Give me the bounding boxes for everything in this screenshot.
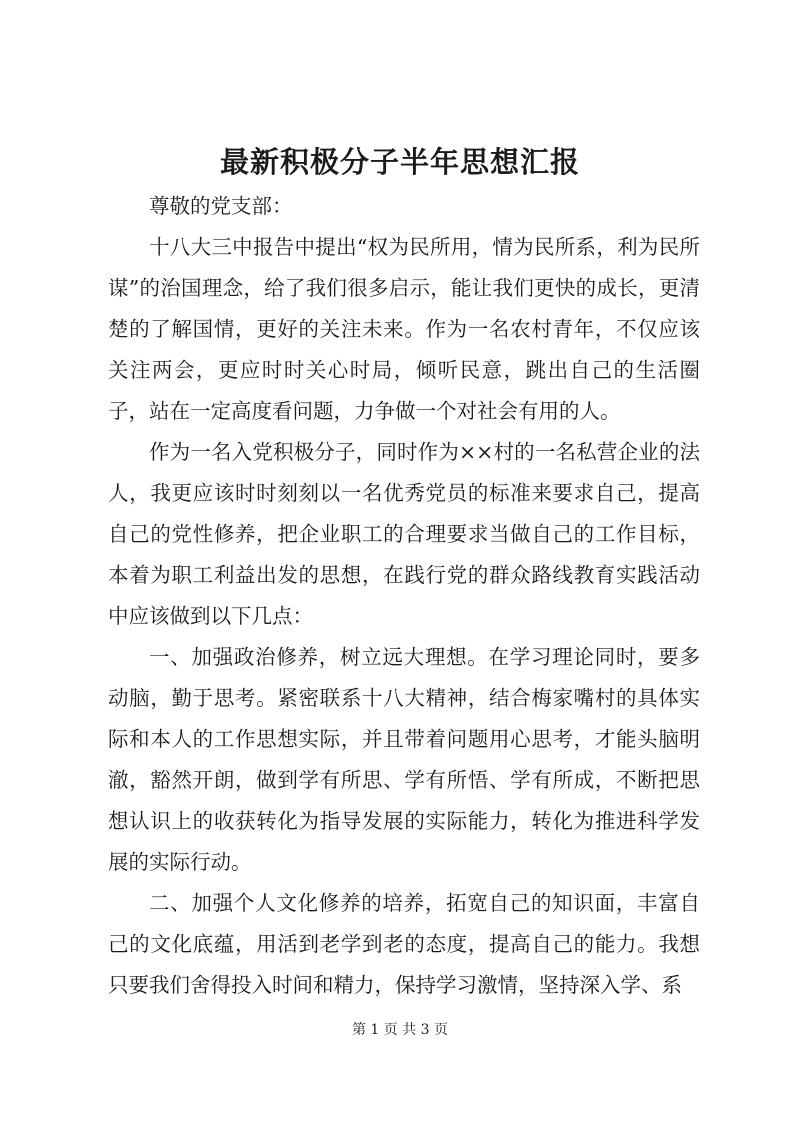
- page-footer: [0, 1020, 800, 1040]
- document-body: [108, 186, 700, 1006]
- paragraph-3: 一、加强政治修养，树立远大理想。在学习理论同时，要多动脑，勤于思考。紧密联系十八大精神，结合梅家嘴村的具体实际和本人的工作思想实际，并且带着问题用心思考，才能头脑明澈，豁然开朗，做到学有所思、学有所悟、学有所成，不断把思想认识上的收获转化为指导发展的实际能力，转化为推进科学发展的实际行动。: [108, 645, 700, 874]
- paragraph-4: 二、加强个人文化修养的培养，拓宽自己的知识面，丰富自己的文化底蕴，用活到老学到老的态度，提高自己的能力。我想只要我们舍得投入时间和精力，保持学习激情，坚持深入学、系: [108, 891, 700, 997]
- paragraph-2: 作为一名入党积极分子，同时作为××村的一名私营企业的法人，我更应该时时刻刻以一名优秀党员的标准来要求自己，提高自己的党性修养，把企业职工的合理要求当做自己的工作目标，本着为职工利益出发的思想，在践行党的群众路线教育实践活动中应该做到以下几点：: [108, 440, 700, 628]
- paragraph-1: 十八大三中报告中提出“权为民所用，情为民所系，利为民所谋”的治国理念，给了我们很多启示，能让我们更快的成长，更清楚的了解国情，更好的关注未来。作为一名农村青年，不仅应该关注两会，更应时时关心时局，倾听民意，跳出自己的生活圈子，站在一定高度看问题，力争做一个对社会有用的人。: [108, 235, 700, 423]
- page-indicator: 第 1 页 共 3 页: [351, 1022, 449, 1038]
- document-title: 最新积极分子半年思想汇报: [219, 145, 580, 179]
- salutation: 尊敬的党支部：: [149, 194, 293, 218]
